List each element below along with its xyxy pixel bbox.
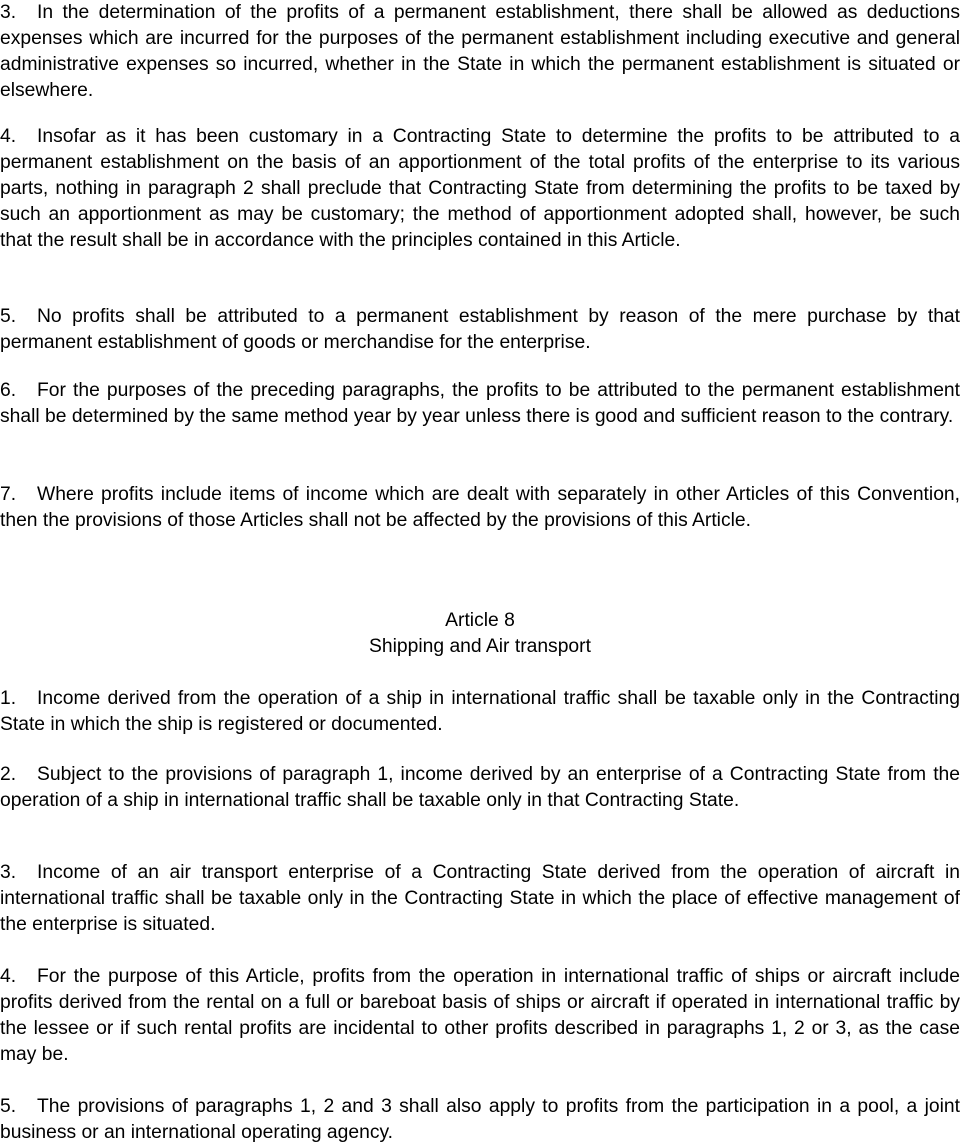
article-paragraph-4 (0, 964, 960, 1068)
paragraph-7 (0, 482, 960, 534)
paragraph-6 (0, 378, 960, 430)
paragraph-number: 3. (0, 862, 17, 883)
paragraph-text: For the purpose of this Article, profits from the operation in international traffic of ships or aircraft include profits derived from the rental on a full or bareboat basis of ships or aircraft if operated in international traffic by the lessee or if such rental profits are incidental to other profits described in paragraphs 1, 2 or 3, as the case may be. (0, 966, 960, 1065)
paragraph-number: 1. (0, 688, 17, 709)
paragraph-number: 5. (0, 1096, 17, 1117)
paragraph-4 (0, 124, 960, 254)
article-paragraph-3 (0, 860, 960, 938)
paragraph-text: For the purposes of the preceding paragraphs, the profits to be attributed to the permanent establishment shall be determined by the same method year by year unless there is good and sufficient reason to the contrary. (0, 380, 960, 427)
paragraph-text: The provisions of paragraphs 1, 2 and 3 shall also apply to profits from the participation in a pool, a joint business or an international operating agency. (0, 1096, 960, 1143)
paragraph-3 (0, 0, 960, 104)
paragraph-text: Where profits include items of income which are dealt with separately in other Articles of this Convention, then the provisions of those Articles shall not be affected by the provisions of this Article. (0, 484, 960, 531)
paragraph-number: 4. (0, 126, 17, 147)
paragraph-text: Subject to the provisions of paragraph 1, income derived by an enterprise of a Contracting State from the operation of a ship in international traffic shall be taxable only in that Contracting State. (0, 764, 960, 811)
paragraph-text: Income of an air transport enterprise of a Contracting State derived from the operation of aircraft in international traffic shall be taxable only in the Contracting State in which the place of effective management of the enterprise is situated. (0, 862, 960, 935)
paragraph-text: Income derived from the operation of a ship in international traffic shall be taxable only in the Contracting State in which the ship is registered or documented. (0, 688, 960, 735)
article-subtitle: Shipping and Air transport (369, 636, 591, 657)
article-paragraph-2 (0, 762, 960, 814)
paragraph-number: 7. (0, 484, 17, 505)
paragraph-5 (0, 304, 960, 356)
paragraph-number: 2. (0, 764, 17, 785)
paragraph-text: Insofar as it has been customary in a Contracting State to determine the profits to be attributed to a permanent establishment on the basis of an apportionment of the total profits of the enterprise to its various parts, nothing in paragraph 2 shall preclude that Contracting State from determining the profits to be taxed by such an apportionment as may be customary; the method of apportionment adopted shall, however, be such that the result shall be in accordance with the principles contained in this Article. (0, 126, 960, 251)
paragraph-number: 5. (0, 306, 17, 327)
paragraph-number: 6. (0, 380, 17, 401)
article-paragraph-1 (0, 686, 960, 738)
article-paragraph-5 (0, 1094, 960, 1146)
article-title: Article 8 (445, 610, 515, 631)
paragraph-text: No profits shall be attributed to a permanent establishment by reason of the mere purchase by that permanent establishment of goods or merchandise for the enterprise. (0, 306, 960, 353)
paragraph-number: 4. (0, 966, 17, 987)
paragraph-text: In the determination of the profits of a permanent establishment, there shall be allowed as deductions expenses which are incurred for the purposes of the permanent establishment including executive and general administrative expenses so incurred, whether in the State in which the permanent establishment is situated or elsewhere. (0, 2, 960, 101)
paragraph-number: 3. (0, 2, 17, 23)
